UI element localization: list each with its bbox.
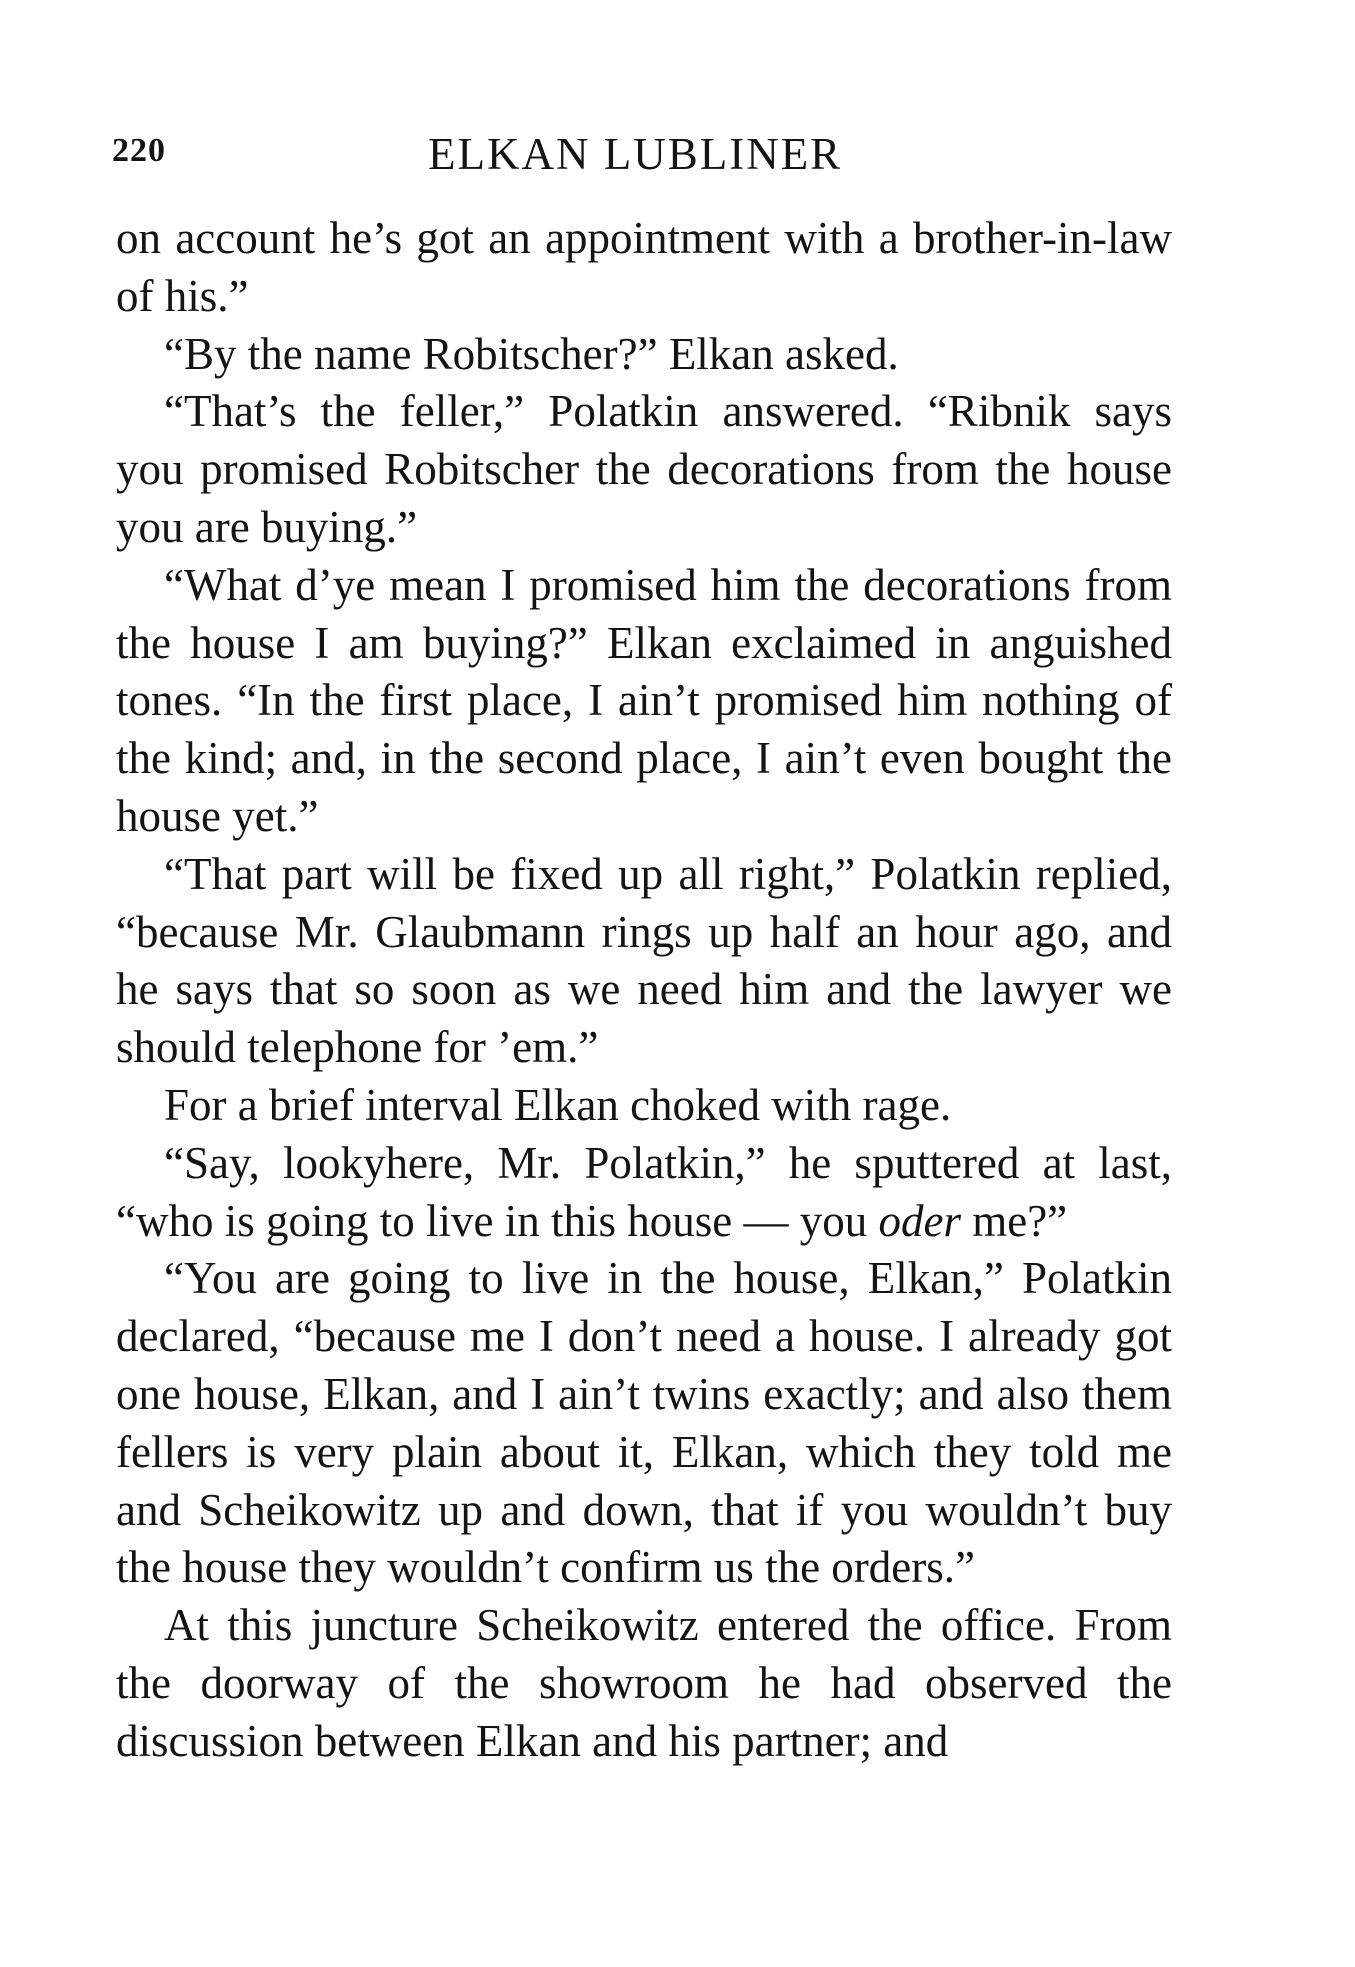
paragraph-text: me?”	[960, 1195, 1068, 1246]
paragraph: At this juncture Scheikowitz entered the office. From the doorway of the showroom he had observed the discussion between Elkan and his partner; and	[116, 1600, 1172, 1766]
paragraph: “What d’ye mean I promised him the decorations from the house I am buying?” Elkan exclaimed in anguished tones. “In the first place, I ain’t promised him nothing of the kind; and, in the second place, I ain’t even bought the house yet.”	[116, 559, 1172, 841]
paragraph-text: “Say, lookyhere, Mr. Polatkin,” he sputtered at last, “who is going to live in this house — you	[116, 1137, 1172, 1246]
paragraph: “By the name Robitscher?” Elkan asked.	[164, 328, 899, 379]
book-title: ELKAN LUBLINER	[428, 129, 843, 179]
running-head	[112, 128, 1172, 188]
page-number: 220	[112, 132, 166, 169]
italic-word: oder	[878, 1195, 961, 1246]
paragraph: “That part will be fixed up all right,” Polatkin replied, “because Mr. Glaubmann rings up half an hour ago, and he says that so soon as we need him and the lawyer we should telephone for ’em.”	[116, 848, 1172, 1073]
paragraph: “That’s the feller,” Polatkin answered. “Ribnik says you promised Robitscher the decorations from the house you are buying.”	[116, 386, 1172, 552]
paragraph: For a brief interval Elkan choked with rage.	[164, 1079, 952, 1130]
body-text	[116, 210, 1172, 1771]
paragraph: “You are going to live in the house, Elkan,” Polatkin declared, “because me I don’t need a house. I already got one house, Elkan, and I ain’t twins exactly; and also them fellers is very plain about it, Elkan, which they told me and Scheikowitz up and down, that if you wouldn’t buy the house they wouldn’t confirm us the orders.”	[116, 1253, 1172, 1593]
paragraph	[116, 1135, 1172, 1251]
paragraph: on account he’s got an appointment with a brother-in-law of his.”	[116, 213, 1172, 321]
